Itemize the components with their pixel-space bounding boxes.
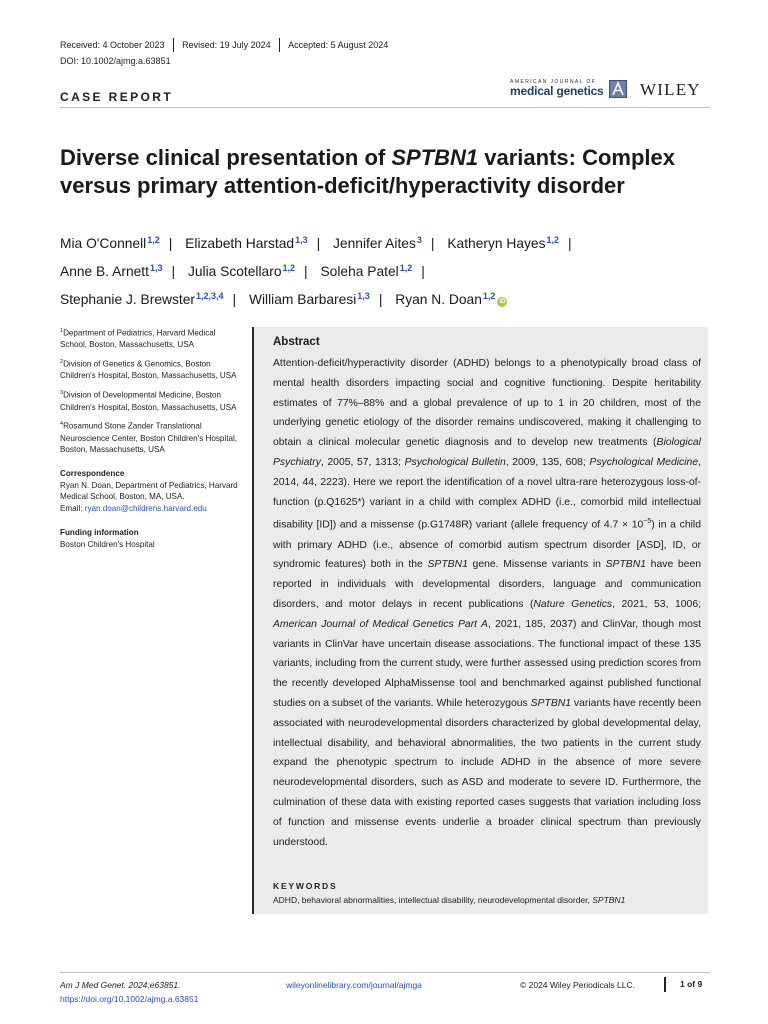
journal-medical: medical (510, 84, 554, 98)
abstract-box (252, 327, 708, 914)
author-name: Ryan N. Doan (395, 292, 482, 307)
author[interactable] (188, 264, 295, 279)
author-list (60, 228, 740, 312)
author[interactable] (60, 236, 160, 251)
author-separator: | (304, 264, 308, 279)
author[interactable] (185, 236, 307, 251)
correspondence-email-line (60, 503, 242, 515)
affiliation-number: 3 (60, 390, 64, 397)
author-separator: | (378, 292, 383, 307)
footer-citation (60, 979, 198, 1006)
author-name: Julia Scotellaro (187, 264, 282, 279)
affiliation (60, 388, 242, 413)
publisher-logo: WILEY (640, 80, 701, 99)
title-text-end: variants: Complex versus primary attention-deficit/hyperactivity disorder (60, 145, 675, 198)
author-separator: | (568, 236, 572, 251)
header-divider (60, 107, 710, 108)
doi-link[interactable]: https://doi.org/10.1002/ajmg.a.63851 (60, 993, 199, 1004)
journal-part-badge (609, 80, 627, 98)
keywords-heading: KEYWORDS (273, 881, 338, 891)
author-name: Mia O'Connell (60, 236, 147, 251)
author-name: Jennifer Aites (333, 236, 416, 251)
journal-small-caps: AMERICAN JOURNAL OF (510, 79, 597, 85)
author-affiliation-ref[interactable]: 1,3 (357, 291, 370, 301)
orcid-icon[interactable]: iD (499, 299, 506, 305)
affiliation-number: 2 (60, 359, 64, 366)
copyright: © 2024 Wiley Periodicals LLC. (520, 980, 635, 990)
accepted-date: Accepted: 5 August 2024 (288, 40, 389, 50)
article-type: CASE REPORT (60, 90, 174, 104)
author[interactable] (320, 264, 412, 279)
journal-name (510, 85, 606, 98)
author-affiliation-ref[interactable]: 1,2,3,4 (195, 291, 224, 301)
keywords-text: ADHD, behavioral abnormalities, intellectual disability, neurodevelopmental disorder, SPTBN1 (273, 895, 626, 905)
author-separator: | (168, 236, 173, 251)
title-text-start: Diverse clinical presentation of (60, 145, 392, 170)
author[interactable] (333, 236, 422, 251)
author-name: Katheryn Hayes (447, 236, 546, 251)
journal-genetics: genetics (556, 84, 604, 98)
affiliation (60, 357, 242, 382)
article-doi: DOI: 10.1002/ajmg.a.63851 (60, 56, 171, 66)
article-dates (60, 38, 388, 52)
author-name: Anne B. Arnett (60, 264, 149, 279)
correspondence-text: Ryan N. Doan, Department of Pediatrics, Harvard Medical School, Boston, MA, USA. (60, 480, 238, 502)
author-separator: | (171, 264, 176, 279)
date-divider (279, 38, 281, 52)
affiliation-text: Department of Pediatrics, Harvard Medical School, Boston, Massachusetts, USA (60, 328, 216, 350)
affiliation (60, 419, 242, 456)
journal-wordmark (510, 79, 606, 98)
affiliation-number: 4 (60, 421, 64, 428)
author-affiliation-ref[interactable]: 1,3 (149, 263, 163, 273)
author-name: Stephanie J. Brewster (60, 292, 195, 307)
author-affiliation-ref[interactable]: 1,2 (482, 291, 496, 301)
author-name: William Barbaresi (248, 292, 357, 307)
article-sidebar (60, 326, 242, 550)
footer-divider (60, 972, 710, 973)
author-affiliation-ref[interactable]: 1,3 (295, 235, 308, 245)
author-name: Elizabeth Harstad (185, 236, 295, 251)
affiliation-text: Division of Developmental Medicine, Boston Children's Hospital, Boston, Massachusetts, USA (60, 390, 237, 412)
author-affiliation-ref[interactable]: 1,2 (147, 235, 160, 245)
author-separator: | (316, 236, 321, 251)
part-a-icon (610, 81, 626, 97)
author[interactable] (447, 236, 559, 251)
funding-text: Boston Children's Hospital (60, 539, 155, 549)
journal-citation: Am J Med Genet. 2024;e63851. (60, 980, 181, 990)
funding-heading: Funding information (60, 527, 139, 537)
affiliation (60, 326, 242, 351)
abstract-text: Attention-deficit/hyperactivity disorder (ADHD) belongs to a phenotypically broad class of mental health disorders impacting social and cognitive functioning. Despite heritability estimates of 77%–88% and a global prevalence of up to 1 in 20 children, most of the underlying genetic etiology of the disorder remains undiscovered, making it challenging to obtain a clinical molecular genetic diagnosis and to develop new treatments (Biological Psychiatry, 2005, 57, 1313; Psychological Bulletin, 2009, 135, 608; Psychological Medicine, 2014, 44, 2223). Here we report the identification of a novel ultra-rare heterozygous loss-of-function (p.Q1625*) variant in a child with complex ADHD (i.e., comorbid mild intellectual disability [ID]) and a missense (p.G1748R) variant (allele frequency of $4.7 \times 10^{-5}$) in a child with primary ADHD (i.e., absence of comorbid autism spectrum disorder [ASD], ID, or syndromic features) both in the SPTBN1 gene. Missense variants in SPTBN1 have been reported in individuals with developmental disorders, language and communication disorders, and motor delays in recent publications (Nature Genetics, 2021, 53, 1006; American Journal of Medical Genetics Part A, 2021, 185, 2037) and ClinVar, though most variants in ClinVar have uncertain disease associations. The functional impact of these 135 variants, including from the current study, were further assessed using prediction scores from the recently developed AlphaMissense tool and benchmarked against published functional studies on a subset of the variants. While heterozygous SPTBN1 variants have recently been associated with neurodevelopmental disorders characterized by global developmental delay, intellectual disability, and behavioral abnormalities, the two patients in the current study expand the phenotypic spectrum to include ADHD in the absence of more severe neurodevelopmental disorders, such as ASD and moderate to severe ID. Furthermore, the culmination of these data with existing reported cases suggests that variation including loss of function and missense events underlie a broader clinical spectrum than previously understood. (273, 358, 702, 848)
author-affiliation-ref[interactable]: 1,2 (546, 235, 560, 245)
author[interactable] (60, 292, 224, 307)
affiliation-text: Division of Genetics & Genomics, Boston Children's Hospital, Boston, Massachusetts, USA (60, 359, 237, 381)
author-name: Soleha Patel (320, 264, 399, 279)
page-number: 1 of 9 (680, 979, 703, 989)
date-divider (173, 38, 175, 52)
received-date: Received: 4 October 2023 (60, 40, 165, 50)
correspondence-email-link[interactable]: ryan.doan@childrens.harvard.edu (84, 504, 207, 514)
affiliation-text: Rosamund Stone Zander Translational Neuroscience Center, Boston Children's Hospital, Boston, Massachusetts, USA (60, 421, 237, 455)
author[interactable] (60, 264, 163, 279)
affiliation-number: 1 (60, 328, 64, 334)
author-separator: | (421, 264, 425, 279)
email-label: Email: (60, 504, 85, 514)
author-separator: | (232, 292, 237, 307)
author[interactable] (249, 292, 370, 307)
author-affiliation-ref[interactable]: 1,2 (282, 263, 296, 273)
article-title (60, 144, 720, 200)
footer-separator (664, 977, 666, 992)
revised-date: Revised: 19 July 2024 (182, 40, 271, 50)
abstract-heading: Abstract (273, 336, 320, 348)
correspondence-heading: Correspondence (60, 469, 125, 479)
author-separator: | (430, 236, 435, 251)
title-gene: SPTBN1 (391, 145, 479, 170)
journal-logo[interactable] (510, 79, 710, 103)
author-affiliation-ref[interactable]: 1,2 (399, 263, 413, 273)
journal-url-link[interactable]: wileyonlinelibrary.com/journal/ajmga (286, 980, 422, 990)
author[interactable] (395, 292, 507, 307)
author-affiliation-ref[interactable]: 3 (416, 235, 422, 245)
